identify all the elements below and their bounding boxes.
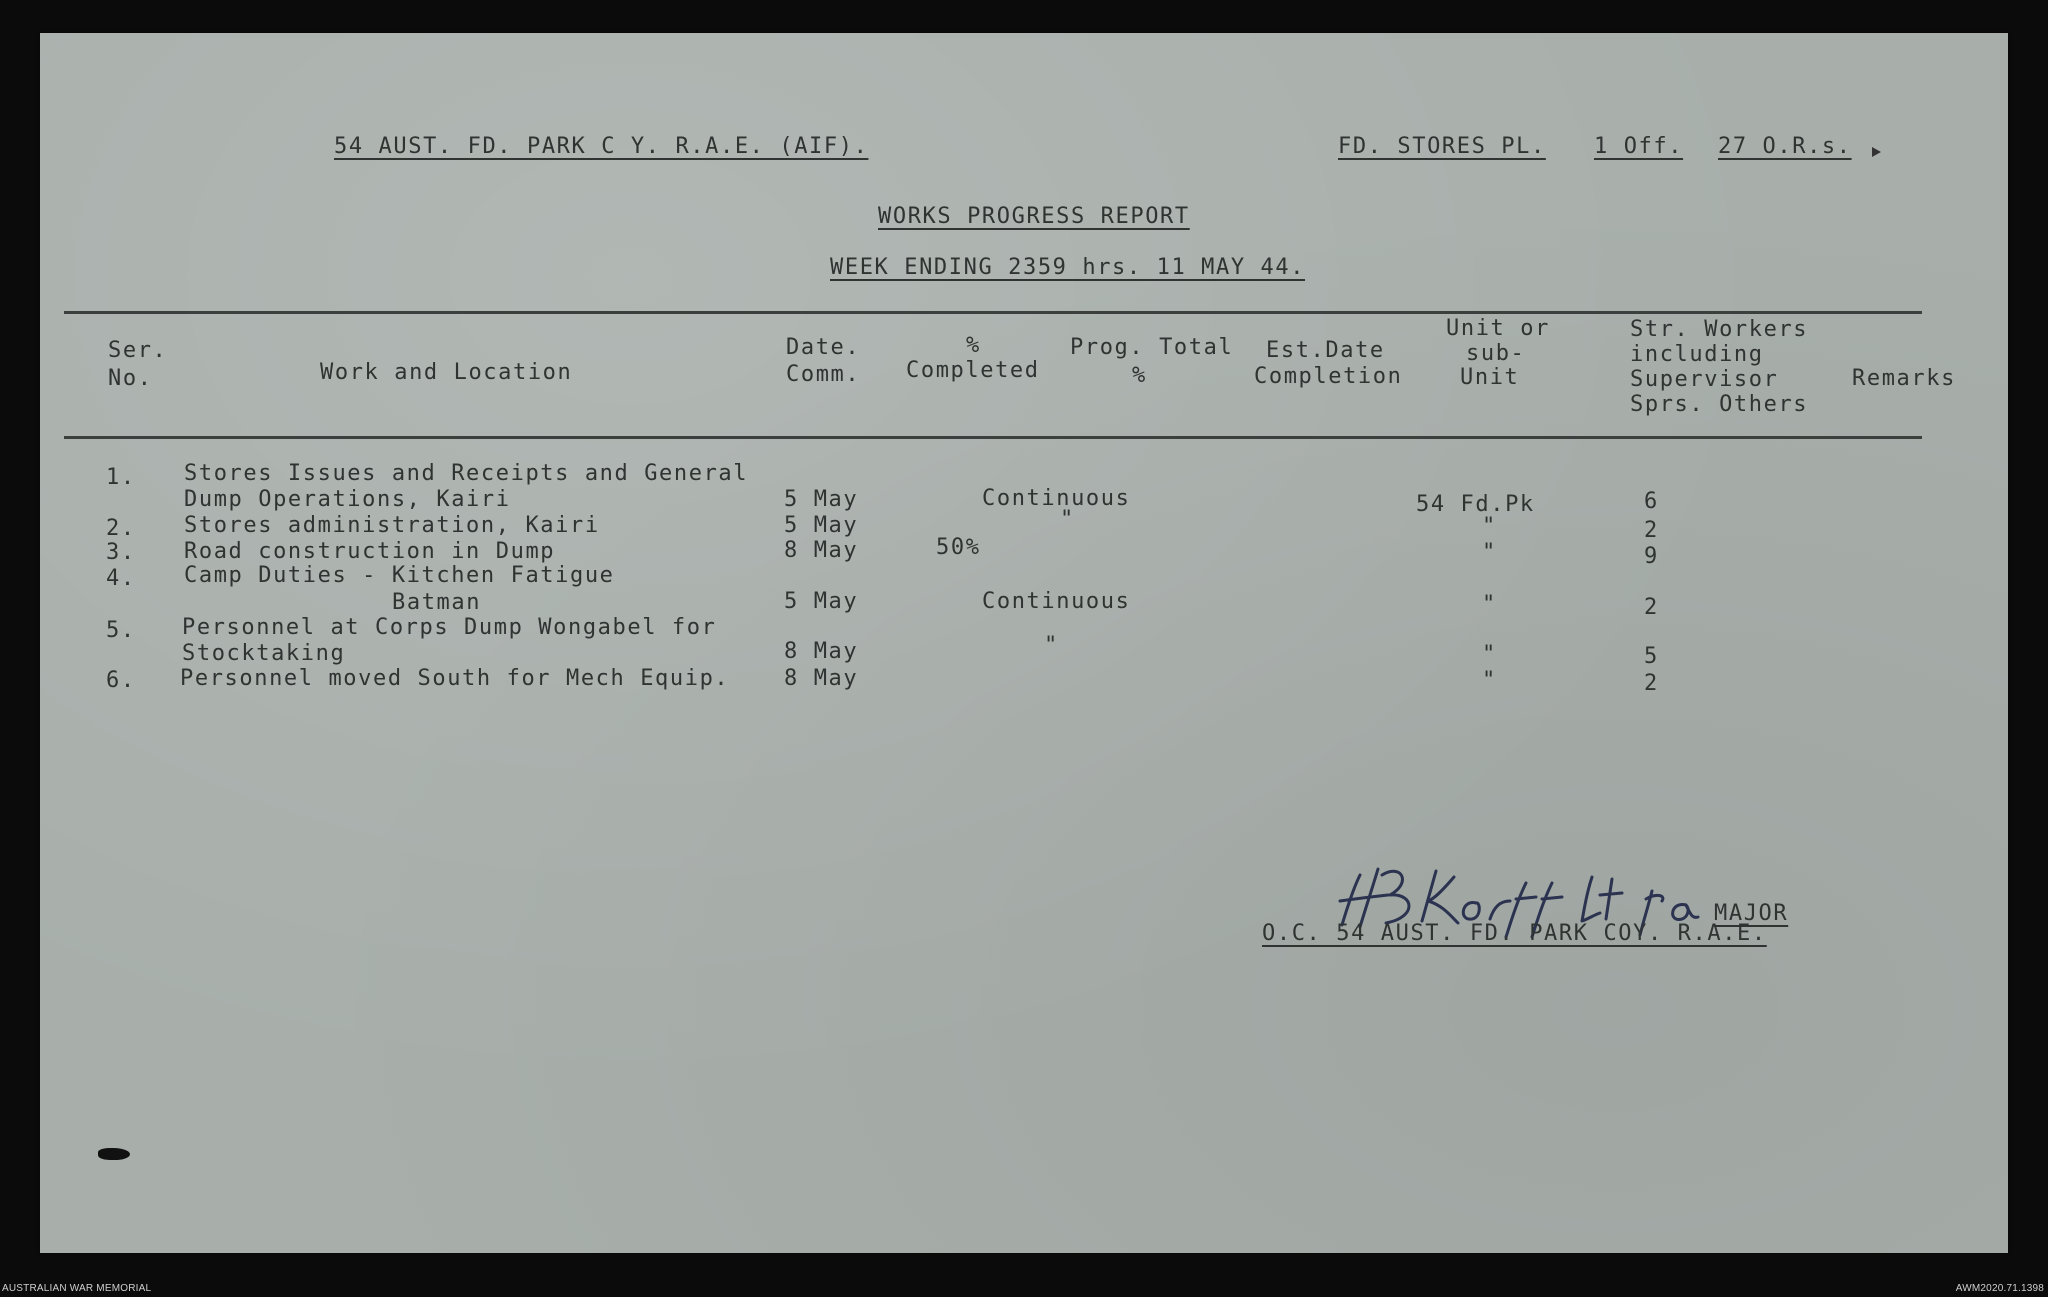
row-3-date: 8 May [784, 538, 859, 563]
row-3-completed: 50% [936, 535, 981, 560]
row-5-date: 8 May [784, 639, 859, 664]
col-completed-line1: % [966, 333, 981, 358]
catalogue-number: AWM2020.71.1398 [1955, 1283, 2044, 1294]
row-4-workers: 2 [1644, 595, 1659, 620]
col-ser-line1: Ser. [108, 338, 168, 363]
row-1-work-line2: Dump Operations, Kairi [184, 487, 511, 512]
row-3-no: 3. [106, 540, 136, 565]
col-est-line1: Est.Date [1266, 338, 1385, 363]
row-2-work: Stores administration, Kairi [184, 513, 600, 538]
col-prog-line2: % [1132, 363, 1147, 388]
ink-blot [98, 1148, 130, 1160]
col-prog-line1: Prog. Total [1070, 335, 1234, 360]
row-4-work-line2: Batman [392, 590, 482, 615]
row-1-unit: 54 Fd.Pk [1416, 492, 1535, 517]
signatory-office: O.C. 54 AUST. FD. PARK COY. R.A.E. [1262, 921, 1767, 946]
row-5-workers: 5 [1644, 644, 1659, 669]
table-top-rule [64, 311, 1922, 314]
col-workers-line3: Supervisor [1630, 367, 1779, 392]
unit-heading: 54 AUST. FD. PARK C Y. R.A.E. (AIF). [334, 134, 869, 159]
row-2-workers: 2 [1644, 518, 1659, 543]
col-ser-line2: No. [108, 366, 153, 391]
col-workers-line4: Sprs. Others [1630, 392, 1809, 417]
row-5-unit: " [1482, 642, 1497, 667]
platoon-heading: FD. STORES PL. [1338, 134, 1546, 159]
col-unit-line1: Unit or [1446, 316, 1550, 341]
row-1-date: 5 May [784, 487, 859, 512]
row-6-work: Personnel moved South for Mech Equip. [180, 666, 730, 691]
row-2-no: 2. [106, 516, 136, 541]
col-remarks: Remarks [1852, 366, 1956, 391]
tick-mark [1872, 147, 1881, 157]
row-2-date: 5 May [784, 513, 859, 538]
row-2-progress: " [1060, 507, 1075, 532]
other-ranks-count: 27 O.R.s. [1718, 134, 1852, 159]
table-header-rule [64, 436, 1922, 439]
row-6-date: 8 May [784, 666, 859, 691]
archive-credit: AUSTRALIAN WAR MEMORIAL [2, 1283, 152, 1294]
row-1-workers: 6 [1644, 489, 1659, 514]
row-5-work-line1: Personnel at Corps Dump Wongabel for [182, 615, 717, 640]
signatory-rank: MAJOR [1714, 901, 1789, 926]
week-ending: WEEK ENDING 2359 hrs. 11 MAY 44. [830, 255, 1306, 280]
row-6-workers: 2 [1644, 671, 1659, 696]
report-title: WORKS PROGRESS REPORT [878, 204, 1190, 229]
row-4-no: 4. [106, 566, 136, 591]
row-5-no: 5. [106, 618, 136, 643]
row-4-date: 5 May [784, 589, 859, 614]
col-work: Work and Location [320, 360, 573, 385]
row-6-unit: " [1482, 668, 1497, 693]
row-5-work-line2: Stocktaking [182, 641, 346, 666]
officers-count: 1 Off. [1594, 134, 1684, 159]
signature-text: HBKorff Lt for [1330, 855, 1339, 856]
col-workers-line2: including [1630, 342, 1764, 367]
row-3-workers: 9 [1644, 544, 1659, 569]
row-1-work-line1: Stores Issues and Receipts and General [184, 461, 749, 486]
row-4-work-line1: Camp Duties - Kitchen Fatigue [184, 563, 615, 588]
row-3-unit: " [1482, 540, 1497, 565]
row-1-progress: Continuous [982, 486, 1131, 511]
row-6-no: 6. [106, 668, 136, 693]
col-est-line2: Completion [1254, 364, 1403, 389]
col-unit-line3: Unit [1460, 365, 1520, 390]
row-4-progress: Continuous [982, 589, 1131, 614]
col-completed-line2: Completed [906, 358, 1040, 383]
col-date-line1: Date. [786, 335, 861, 360]
row-2-unit: " [1482, 514, 1497, 539]
col-date-line2: Comm. [786, 362, 861, 387]
row-5-progress: " [1044, 633, 1059, 658]
row-1-no: 1. [106, 465, 136, 490]
col-unit-line2: sub- [1466, 341, 1526, 366]
row-4-unit: " [1482, 592, 1497, 617]
col-workers-line1: Str. Workers [1630, 317, 1809, 342]
row-3-work: Road construction in Dump [184, 539, 556, 564]
